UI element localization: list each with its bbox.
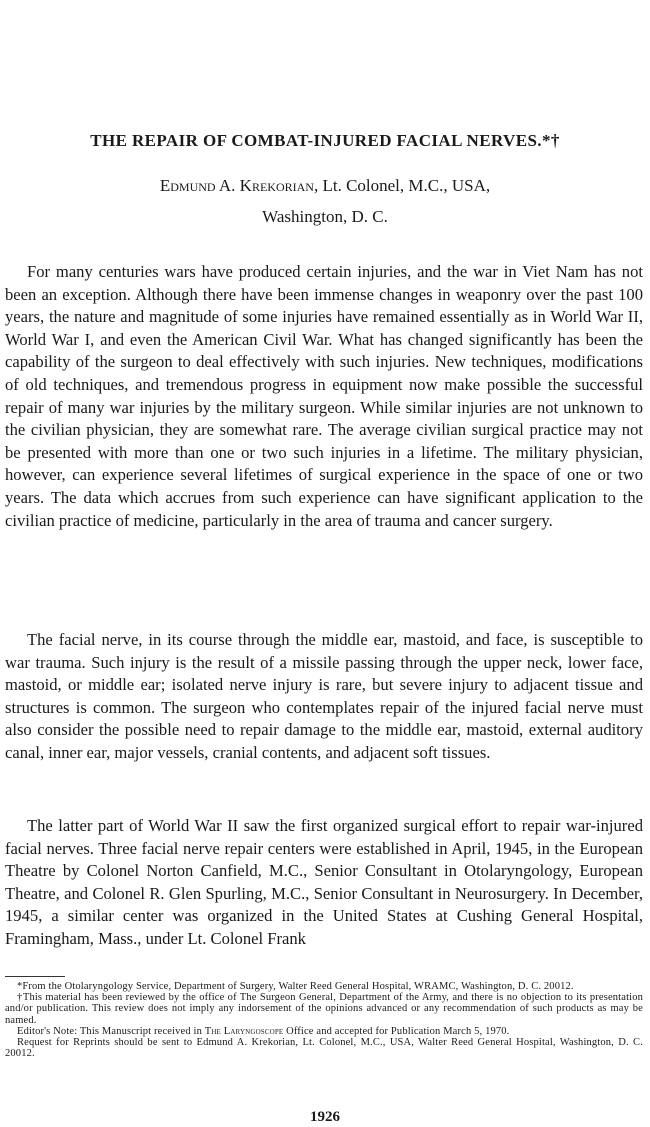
editor-note-date: Office and accepted for Publication March 5, 1970. xyxy=(283,1025,510,1037)
footnote-reprints: Request for Reprints should be sent to Edmund A. Krekorian, Lt. Colonel, M.C., USA, Walter Reed General Hospital, Washington, D. C. 20012. xyxy=(5,1037,643,1060)
footnote-affiliation: *From the Otolaryngology Service, Department of Surgery, Walter Reed General Hospital, WRAMC, Washington, D. C. 20012. xyxy=(17,981,574,992)
footnote-review: †This material has been reviewed by the office of The Surgeon General, Department of the Army, and there is no objection to its presentation and/or publication. This review does not imply any indorsement of the opinions advanced or any recommendation of such products as may be named. xyxy=(5,992,643,1026)
body-paragraph-3: The latter part of World War II saw the first organized surgical effort to repair war-injured facial nerves. Three facial nerve repair centers were established in April, 1945, in the European Theatre by Colonel Norton Canfield, M.C., Senior Consultant in Otolaryngology, European Theatre, and Colonel R. Glen Spurling, M.C., Senior Consultant in Neurosurgery. In December, 1945, a similar center was organized in the United States at Cushing General Hospital, Framingham, Mass., under Lt. Colonel Frank xyxy=(5,816,643,948)
footnote-divider xyxy=(5,976,65,977)
footnotes xyxy=(5,981,643,1059)
footnote-editor-note xyxy=(5,1026,643,1037)
author-line xyxy=(0,176,650,196)
body-paragraph-1: For many centuries wars have produced certain injuries, and the war in Viet Nam has not been an exception. Although there have been immense changes in weaponry over the past 100 years, the nature and magnitude of some injuries have remained essentially as in World War II, World War I, and even the American Civil War. What has changed significantly has been the capability of the surgeon to deal effectively with such injuries. New techniques, modifications of old techniques, and tremendous progress in equipment now make possible the successful repair of many war injuries by the military surgeon. While similar injuries are not unknown to the civilian physician, they are somewhat rare. The average civilian surgical practice may not be presented with more than one or two such injuries in a lifetime. The military physician, however, can experience several lifetimes of surgical experience in the space of one or two years. The data which accrues from such experience can have significant application to the civilian practice of medicine, particularly in the area of trauma and cancer surgery. xyxy=(5,262,643,530)
article-title: THE REPAIR OF COMBAT-INJURED FACIAL NERVES.*† xyxy=(90,131,560,150)
author-name: Edmund A. Krekorian xyxy=(159,176,314,195)
journal-name: The Laryngoscope xyxy=(204,1025,284,1037)
author-credentials: , Lt. Colonel, M.C., USA, xyxy=(313,176,491,195)
author-location: Washington, D. C. xyxy=(262,207,388,226)
page-number: 1926 xyxy=(310,1109,340,1125)
editor-note-text: Editor's Note: This Manuscript received in xyxy=(17,1025,205,1037)
body-paragraph-2: The facial nerve, in its course through the middle ear, mastoid, and face, is susceptible to war trauma. Such injury is the result of a missile passing through the upper neck, lower face, mastoid, or middle ear; isolated nerve injury is rare, but severe injury to adjacent tissue and structures is common. The surgeon who contemplates repair of the injured facial nerve must also consider the possible need to repair damage to the middle ear, mastoid, external auditory canal, inner ear, major vessels, cranial contents, and adjacent soft tissues. xyxy=(5,630,643,762)
